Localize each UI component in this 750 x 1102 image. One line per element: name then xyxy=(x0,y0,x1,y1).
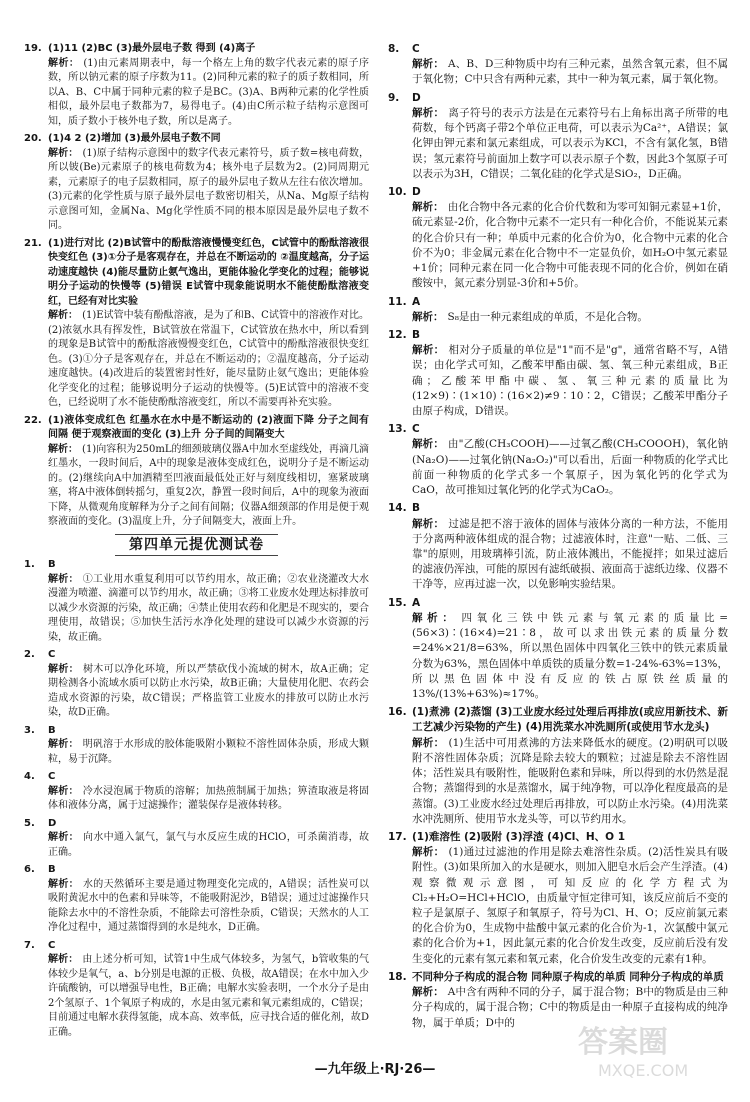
explanation-text: (1)由元素周期表中，每一个格左上角的数字代表元素的原子序数，所以钠元素的原子序数为11。(2)同种元素的粒子的质子数相同，所以A、B、C中属于同种元素的粒子是BC。(3)A、B两种元素的化学性质相似，最外层电子数都为7，易得电子。(4)由C所示粒子结构示意图可知，质子数小于核外电子数，所以是离子。 xyxy=(48,57,369,127)
explanation-text: 向水中通入氯气，氯气与水反应生成的HClO，可杀菌消毒，故正确。 xyxy=(48,832,369,858)
explanation-label: 解析： xyxy=(412,736,445,749)
section-title: 第四单元提优测试卷 xyxy=(24,538,369,553)
question-number: 20. xyxy=(24,133,42,144)
explanation-label: 解析： xyxy=(412,201,444,214)
explanation-text: 相对分子质量的单位是"1"而不是"g"，通常省略不写，A错误；由化学式可知，乙酸苯甲酯由碳、氢、氧三种元素组成，B正确；乙酸苯甲酯中碳、氢、氧三种元素的质量比为(12×9)∶(1×10)∶(16×2)≠9∶10∶2，C错误；乙酸苯甲酯分子由原子构成，D错误。 xyxy=(412,344,728,418)
explanation xyxy=(48,831,369,860)
question-item xyxy=(24,939,369,1041)
explanation-text: 过滤是把不溶于液体的固体与液体分离的一种方法，不能用于分离两种液体组成的混合物；过滤液体时，注意"一贴、二低、三靠"的原则，用玻璃棒引流，防止液体溅出，不能搅拌；如果过滤后的滤液仍浑浊，可能的原因有滤纸破损、液面高于滤纸边缘、仪器不干净等，应再过滤一次，以免影响实验结果。 xyxy=(412,517,729,591)
explanation-label: 解析： xyxy=(412,58,444,71)
answer-text: (1)难溶性 (2)吸附 (3)浮渣 (4)Cl、H、O 1 xyxy=(412,830,626,843)
answer-text: A xyxy=(412,596,421,609)
explanation xyxy=(412,437,728,498)
answer-text: D xyxy=(412,91,421,104)
question-number: 11. xyxy=(388,295,407,308)
explanation-text: (1)原子结构示意图中的数字代表元素符号，质子数=核电荷数，所以铍(Be)元素原子的核电荷数为4；核外电子层数为2。(2)同周期元素，元素原子的电子层数相同，原子的最外层电子数从左往右依次增加。(3)元素的化学性质与原子最外层电子数密切相关，从Na、Mg原子结构示意图可知，金属Na、Mg化学性质不同的根本原因是最外层电子数不同。 xyxy=(48,147,370,231)
answer-text: B xyxy=(48,559,56,570)
explanation xyxy=(412,57,728,87)
explanation-text: 由"乙酸(CH₃COOH)——过氧乙酸(CH₃COOOH)，氧化钠(Na₂O)——过氧化钠(Na₂O₂)"可以看出，后面一种物质的化学式比前面一种物质的化学式多一个氧原子，因为氧化钙的化学式为CaO，故可推知过氧化钙的化学式为CaO₂。 xyxy=(412,438,729,497)
explanation-text: 离子符号的表示方法是在元素符号右上角标出离子所带的电荷数，每个钙离子带2个单位正电荷，可以表示为Ca²⁺，A错误；氯化钾由钾元素和氯元素组成，可以表示为KCl，不含有氯化氢，B错误；氢元素符号前面加上数字可以表示原子个数，因此3个氢原子可以表示为3H，C错误；二氧化硅的化学式是SiO₂，D正确。 xyxy=(412,106,729,180)
explanation-label: 解析： xyxy=(412,106,445,119)
question-number: 15. xyxy=(388,596,407,609)
explanation xyxy=(412,200,728,291)
explanation xyxy=(412,611,728,702)
explanation-label: 解析： xyxy=(412,310,444,323)
explanation-text: (1)通过过滤池的作用是除去难溶性杂质。(2)活性炭具有吸附性。(3)如果所加入的水是硬水，则加入肥皂水后会产生浮渣。(4)观察微观示意图，可知反应的化学方程式为Cl₂+H₂O=HCl+HClO，由质量守恒定律可知，该反应前后不变的粒子是氯原子、氢原子和氧原子，符号为Cl、H、O；反应前氯元素的化合价为0，生成物中盐酸中氯元素的化合价为-1，次氯酸中氯元素的化合价为+1，因此氯元素的化合价发生改变，反应前后没有发生变化的元素有氢元素和氧元素，化合价发生改变的元素有1种。 xyxy=(412,846,728,965)
explanation-text: S₈是由一种元素组成的单质，不是化合物。 xyxy=(447,310,648,323)
question-number: 2. xyxy=(24,649,35,660)
explanation-text: (1)生活中可用煮沸的方法来降低水的硬度。(2)明矾可以吸附不溶性固体杂质；沉降是除去较大的颗粒；过滤是除去不溶性固体；活性炭具有吸附性，能吸附色素和异味，所以得到的水仍然是混合物；蒸馏得到的水是蒸馏水，属于纯净物，可以净化程度最高的是蒸馏。(3)工业废水经过处理后再排放，可以防止水污染。(4)用洗菜水冲洗厕所、使用节水龙头等，可以节约用水。 xyxy=(412,736,728,825)
answer-text: B xyxy=(412,328,421,341)
explanation-label: 解析： xyxy=(48,57,80,69)
explanation xyxy=(412,517,728,593)
explanation-label: 解析： xyxy=(48,663,79,675)
question-item xyxy=(388,830,728,967)
answer-text: C xyxy=(48,649,56,660)
answer-text: 不同种分子构成的混合物 同种原子构成的单质 同种分子构成的单质 xyxy=(412,970,724,983)
explanation xyxy=(48,878,369,936)
explanation xyxy=(48,953,369,1040)
question-number: 8. xyxy=(388,43,400,55)
svg-text:答案圈: 答案圈 xyxy=(578,1025,668,1060)
answer-text: B xyxy=(412,502,421,515)
question-number: 7. xyxy=(24,939,35,951)
question-item xyxy=(388,596,728,703)
explanation xyxy=(412,106,728,182)
question-item xyxy=(388,422,728,498)
answer-text: C xyxy=(48,939,56,951)
explanation xyxy=(48,309,369,411)
question-item xyxy=(24,648,369,721)
explanation-label: 解析： xyxy=(412,344,445,357)
question-number: 13. xyxy=(388,423,407,436)
explanation-label: 解析： xyxy=(412,517,445,530)
answer-text: (1)4 2 (2)增加 (3)最外层电子数不同 xyxy=(48,133,221,144)
question-item xyxy=(24,724,369,768)
right-column xyxy=(388,42,728,1031)
question-number: 17. xyxy=(388,830,407,843)
answer-text: D xyxy=(412,185,421,198)
explanation xyxy=(48,573,369,646)
question-item xyxy=(24,770,369,814)
question-item xyxy=(24,863,369,936)
question-item xyxy=(388,42,728,88)
answer-text: A xyxy=(412,295,421,308)
question-number: 4. xyxy=(24,771,35,782)
explanation xyxy=(48,443,369,530)
answer-text: C xyxy=(48,771,56,782)
explanation-text: 四氧化三铁中铁元素与氧元素的质量比=(56×3)∶(16×4)=21∶8，故可以求出铁元素的质量分数=24%×21/8=63%，所以黑色固体中四氧化三铁中的铁元素质量分数为63%，黑色固体中单质铁的质量分数=1-24%-63%=13%，所以黑色固体中没有反应的铁占原铁丝质量的13%/(13%+63%)≈17%。 xyxy=(412,611,728,700)
explanation-text: (1)E试管中装有酚酞溶液，是为了和B、C试管中的溶液作对比。(2)浓氨水具有挥发性，B试管放在常温下，C试管放在热水中，所以看到的现象是B试管中的酚酞溶液慢慢变红色，C试管中的酚酞溶液很快变红色。(3)①分子是客观存在，并总在不断运动的；②温度越高，分子运动速度越快。(4)改进后的装置密封性好，能尽量防止氨气逸出；更能体验化学变化的过程；能够说明分子运动的快慢等。(5)E试管中的溶液不变色，已经说明了水不能使酚酞溶液变红，所以不需要再补充实验。 xyxy=(48,310,370,408)
question-number: 19. xyxy=(24,43,42,54)
svg-text:MXQE.COM: MXQE.COM xyxy=(598,1061,689,1080)
explanation-label: 解析： xyxy=(412,846,445,859)
explanation-label: 解析： xyxy=(48,832,79,843)
explanation xyxy=(48,738,369,767)
question-item xyxy=(388,328,728,419)
page-footer: —九年级上·RJ·26— xyxy=(314,1062,436,1077)
answer-text: C xyxy=(412,423,420,436)
answer-text: B xyxy=(48,724,56,736)
explanation-label: 解析： xyxy=(48,573,79,585)
explanation-label: 解析： xyxy=(412,986,444,999)
question-item xyxy=(388,705,728,827)
explanation-text: 由化合物中各元素的化合价代数和为零可知铜元素显+1价，硫元素显-2价，化合物中元素不一定只有一种化合价，不能说某元素的化合价只有一种；单质中元素的化合价为0，化合物中元素的化合价不为0；非金属元素在化合物中不一定显负价，如H₂O中氢元素显+1价；同种元素在同一化合物中可能表现不同的化合价，例如在硝酸铵中，氮元素分别显-3价和+5价。 xyxy=(412,201,729,290)
explanation xyxy=(48,785,369,814)
question-number: 21. xyxy=(24,237,42,249)
explanation xyxy=(48,57,369,130)
explanation xyxy=(48,663,369,721)
question-number: 12. xyxy=(388,328,407,341)
explanation-text: A中含有两种不同的分子，属于混合物；B中的物质是由三种分子构成的，属于混合物；C中的物质是由一种原子直接构成的纯净物，属于单质；D中的 xyxy=(412,986,728,1029)
explanation xyxy=(412,736,728,827)
explanation-text: 水的天然循环主要是通过物理变化完成的，A错误；活性炭可以吸附黄泥水中的色素和异味等，不能吸附泥沙，B错误；通过过滤操作只能除去水中的不溶性杂质，不能除去可溶性杂质，C错误；天然水的人工净化过程中，通过蒸馏得到的水是纯水，D正确。 xyxy=(48,878,369,933)
question-item xyxy=(388,501,728,592)
question-number: 10. xyxy=(388,185,407,198)
question-item xyxy=(24,558,369,645)
explanation-label: 解析： xyxy=(48,954,79,965)
explanation-text: 树木可以净化环境，所以严禁砍伐小流域的树木，故A正确；定期检测各小流域水质可以防止水污染，故B正确；大量使用化肥、农药会造成水资源的污染，故C错误；严格监管工业废水的排放可以防止水污染，故D正确。 xyxy=(48,663,369,718)
left-column xyxy=(24,42,369,1040)
explanation xyxy=(48,147,369,234)
question-item xyxy=(24,414,369,530)
answer-text: C xyxy=(412,43,420,55)
explanation-label: 解析： xyxy=(48,785,79,797)
question-number: 1. xyxy=(24,559,35,570)
explanation xyxy=(412,845,728,967)
explanation-text: 明矾溶于水形成的胶体能吸附小颗粒不溶性固体杂质，形成大颗粒，易于沉降。 xyxy=(48,739,370,765)
explanation-label: 解析： xyxy=(412,438,444,451)
question-item xyxy=(24,237,369,411)
question-number: 9. xyxy=(388,91,400,104)
answer-text: (1)11 (2)BC (3)最外层电子数 得到 (4)离子 xyxy=(48,43,256,54)
question-item xyxy=(388,91,728,182)
answer-text: (1)液体变成红色 红墨水在水中是不断运动的 (2)液面下降 分子之间有间隔 便于观察液面的变化 (3)上升 分子间的间隔变大 xyxy=(48,414,369,440)
explanation-label: 解析： xyxy=(48,147,79,159)
explanation-text: (1)向容积为250mL的细颈玻璃仪器A中加水至虚线处，再滴几滴红墨水，一段时间后，A中的现象是液体变成红色，说明分子是不断运动的。(2)继续向A中加酒精至凹液面最低处正好与刻度线相切，塞紧玻璃塞，将A中液体倒转摇匀，重复2次，静置一段时间后，A中的现象为液面下降，从微观角度解释为分子之间有间隔；仪器A细颈部的作用是便于观察液面的变化。(3)温度上升，分子间隔变大，液面上升。 xyxy=(48,443,369,527)
explanation-label: 解析： xyxy=(48,878,79,890)
question-number: 18. xyxy=(388,970,407,983)
explanation xyxy=(412,310,728,325)
explanation-label: 解析： xyxy=(48,310,79,321)
answer-text: (1)进行对比 (2)B试管中的酚酞溶液慢慢变红色，C试管中的酚酞溶液很快变红色 (3)①分子是客观存在，并总在不断运动的 ②温度越高，分子运动速度越快 (4)能尽量防止氨气逸出，更能体验化学变化的过程；能够说明分子运动的快慢等 (5)错误 E试管中现象能说明水不能使酚酞溶液变红，已经有对比实验 xyxy=(48,237,369,307)
question-number: 6. xyxy=(24,864,35,875)
question-item xyxy=(24,42,369,129)
explanation-text: A、B、D三种物质中均有三种元素，虽然含氧元素，但不属于氧化物；C中只含有两种元素，其中一种为氧元素，属于氧化物。 xyxy=(412,58,729,86)
question-item xyxy=(388,185,728,292)
question-number: 16. xyxy=(388,706,407,719)
answer-text: B xyxy=(48,864,56,875)
explanation xyxy=(412,343,728,419)
explanation-text: ①工业用水重复利用可以节约用水，故正确；②农业浇灌改大水漫灌为喷灌、滴灌可以节约用水，故正确；③将工业废水处理达标排放可以减少水资源的污染，故正确；④禁止使用农药和化肥是不现实的，要合理使用，故错误；⑤加快生活污水净化处理的建设可以减少水资源的污染，故正确。 xyxy=(48,573,370,643)
question-number: 14. xyxy=(388,502,407,515)
explanation-text: 由上述分析可知，试管1中生成气体较多，为氢气，b管收集的气体较少是氧气，a、b分别是电源的正极、负极，故A错误；在水中加入少许硫酸钠，可以增强导电性，B正确；电解水实验表明，一个水分子是由2个氢原子、1个氧原子构成的，水是由氢元素和氧元素组成的，C错误；目前通过电解水获得氢能，成本高、效率低，应寻找合适的催化剂，故D正确。 xyxy=(48,954,370,1038)
question-number: 22. xyxy=(24,414,42,426)
explanation-label: 解析： xyxy=(48,739,79,750)
explanation-label: 解析： xyxy=(412,611,458,624)
answer-text: D xyxy=(48,817,57,829)
question-item xyxy=(24,817,369,861)
question-number: 3. xyxy=(24,724,35,736)
question-item xyxy=(24,132,369,234)
explanation-label: 解析： xyxy=(48,443,79,455)
answer-text: (1)煮沸 (2)蒸馏 (3)工业废水经过处理后再排放(或应用新技术、新工艺减少污染物的产生) (4)用洗菜水冲洗厕所(或使用节水龙头) xyxy=(412,706,728,734)
question-number: 5. xyxy=(24,817,35,829)
watermark-logo xyxy=(568,1014,728,1084)
explanation-text: 冷水浸泡属于物质的溶解；加热煎制属于加热；箅渣取液是将固体和液体分离，属于过滤操作；灌装保存是液体转移。 xyxy=(48,785,370,811)
question-item xyxy=(388,295,728,325)
